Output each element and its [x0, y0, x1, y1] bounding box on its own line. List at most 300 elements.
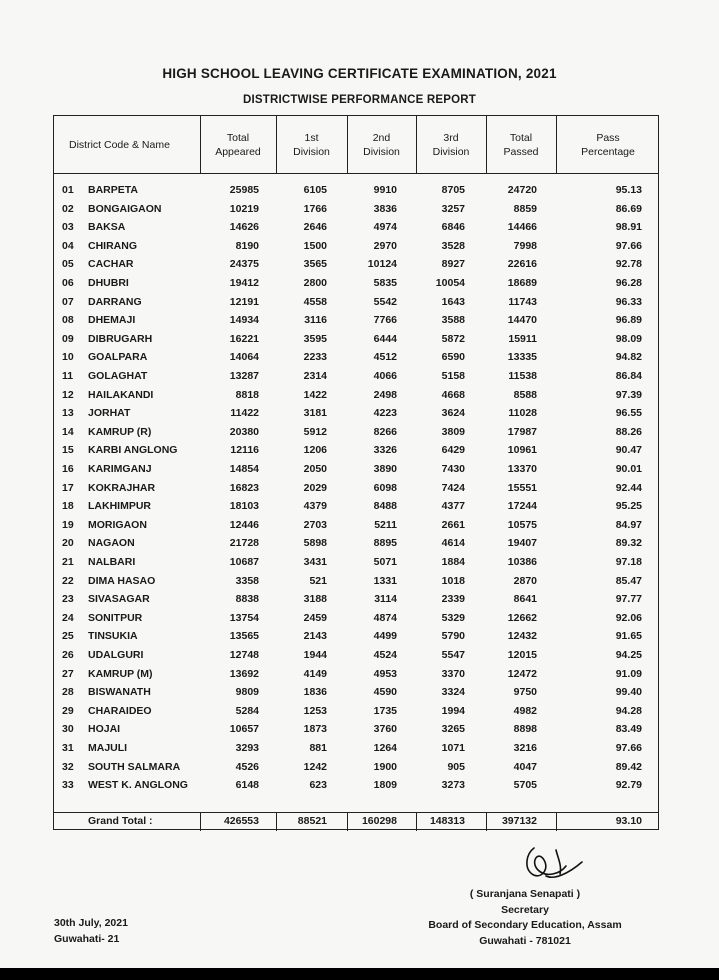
- total-passed: 19407: [507, 537, 537, 550]
- pass-percentage: 86.84: [615, 370, 642, 382]
- district-code: 01: [62, 184, 74, 196]
- total-appeared: 10657: [229, 723, 259, 736]
- first-division: 1836: [303, 686, 327, 699]
- first-division: 881: [309, 742, 327, 754]
- header-district: District Code & Name: [69, 138, 170, 151]
- pass-percentage: 99.40: [615, 686, 642, 699]
- total-appeared: 16221: [229, 332, 259, 345]
- table-row: [54, 497, 660, 515]
- third-division: 6590: [441, 351, 465, 364]
- second-division: 4524: [373, 649, 397, 661]
- table-row: [54, 274, 660, 292]
- total-passed: 7998: [513, 239, 537, 252]
- third-division: 1994: [441, 704, 465, 717]
- second-division: 6098: [373, 481, 397, 494]
- district-name: DHEMAJI: [88, 314, 136, 327]
- total-appeared: 12116: [230, 444, 259, 457]
- district-code: 25: [62, 630, 74, 643]
- district-code: 17: [62, 481, 74, 494]
- total-passed: 4982: [513, 704, 537, 717]
- first-division: 2459: [303, 611, 327, 624]
- total-passed: 15551: [507, 481, 537, 494]
- district-name: BARPETA: [88, 184, 138, 196]
- pass-percentage: 89.42: [615, 760, 642, 773]
- pass-percentage: 96.55: [615, 407, 642, 420]
- second-division: 8488: [373, 500, 397, 513]
- district-name: UDALGURI: [88, 649, 144, 661]
- table-row: [54, 404, 660, 422]
- total-appeared: 3358: [235, 574, 259, 587]
- total-appeared: 14626: [229, 221, 259, 234]
- pass-percentage: 97.18: [615, 556, 642, 568]
- total-passed: 14470: [507, 314, 537, 327]
- total-passed: 13370: [507, 463, 537, 475]
- total-appeared: 5284: [235, 704, 259, 717]
- third-division: 3265: [441, 723, 465, 736]
- table-row: [54, 646, 660, 664]
- pass-percentage: 85.47: [615, 574, 642, 587]
- district-code: 16: [62, 463, 74, 475]
- district-name: GOALPARA: [88, 351, 148, 364]
- table-row: [54, 367, 660, 385]
- pass-percentage: 92.44: [615, 481, 642, 494]
- third-division: 5158: [441, 370, 465, 382]
- district-code: 26: [62, 649, 74, 661]
- pass-percentage: 92.78: [615, 258, 642, 271]
- third-division: 5872: [441, 332, 465, 345]
- second-division: 1900: [373, 760, 397, 773]
- district-name: GOLAGHAT: [88, 370, 148, 382]
- district-code: 15: [62, 444, 74, 457]
- district-name: DARRANG: [88, 295, 142, 308]
- first-division: 1500: [303, 239, 327, 252]
- first-division: 3188: [303, 593, 327, 606]
- first-division: 3565: [303, 258, 327, 271]
- grand-total-first: 88521: [297, 815, 327, 827]
- total-passed: 17987: [507, 425, 537, 438]
- table-row: [54, 181, 660, 199]
- first-division: 2646: [303, 221, 327, 234]
- third-division: 5547: [441, 649, 465, 661]
- first-division: 2800: [303, 277, 327, 289]
- total-appeared: 13692: [229, 667, 259, 680]
- first-division: 1873: [303, 723, 327, 736]
- pass-percentage: 97.66: [615, 742, 642, 754]
- district-name: BISWANATH: [88, 686, 151, 699]
- table-row: [54, 739, 660, 757]
- second-division: 4874: [373, 611, 397, 624]
- pass-percentage: 95.13: [615, 184, 642, 196]
- second-division: 8895: [373, 537, 397, 550]
- district-code: 02: [62, 202, 74, 215]
- district-code: 20: [62, 537, 74, 550]
- first-division: 623: [309, 779, 327, 792]
- total-appeared: 11422: [230, 407, 259, 420]
- table-row: [54, 683, 660, 701]
- total-appeared: 14854: [229, 463, 259, 475]
- pass-percentage: 96.33: [615, 295, 642, 308]
- total-appeared: 18103: [229, 500, 259, 513]
- third-division: 6429: [441, 444, 465, 457]
- district-name: WEST K. ANGLONG: [88, 779, 188, 792]
- second-division: 1809: [373, 779, 397, 792]
- signatory-block: [410, 887, 640, 949]
- district-name: MAJULI: [88, 742, 128, 754]
- second-division: 4974: [373, 221, 397, 234]
- district-name: SOUTH SALMARA: [88, 760, 181, 773]
- first-division: 2143: [303, 630, 327, 643]
- total-passed: 8641: [513, 593, 537, 606]
- district-name: DIBRUGARH: [88, 332, 153, 345]
- district-code: 12: [62, 388, 74, 401]
- total-appeared: 10219: [229, 202, 259, 215]
- district-name: HAILAKANDI: [88, 388, 154, 401]
- signatory-address: Guwahati - 781021: [479, 934, 571, 947]
- district-code: 22: [62, 574, 74, 587]
- signatory-organization: Board of Secondary Education, Assam: [428, 919, 622, 931]
- third-division: 8927: [441, 258, 465, 271]
- table-row: [54, 255, 660, 273]
- first-division: 2029: [303, 481, 327, 494]
- first-division: 3116: [304, 314, 327, 327]
- third-division: 7424: [441, 481, 465, 494]
- total-passed: 10961: [507, 444, 537, 457]
- first-division: 1422: [303, 388, 327, 401]
- district-code: 13: [62, 407, 74, 420]
- third-division: 1884: [441, 556, 465, 568]
- total-appeared: 12748: [229, 649, 259, 661]
- second-division: 9910: [373, 184, 397, 196]
- district-code: 03: [62, 221, 74, 234]
- total-appeared: 14064: [229, 351, 259, 364]
- total-appeared: 4526: [235, 760, 259, 773]
- first-division: 2314: [303, 370, 327, 382]
- total-passed: 18689: [507, 277, 537, 289]
- bottom-edge: [0, 968, 719, 980]
- district-name: TINSUKIA: [88, 630, 138, 643]
- third-division: 4614: [441, 537, 465, 550]
- total-passed: 11538: [508, 370, 537, 382]
- header-third-division: 3rd Division: [432, 131, 470, 158]
- total-appeared: 12446: [229, 518, 259, 531]
- district-name: MORIGAON: [88, 518, 147, 531]
- total-passed: 12662: [507, 611, 537, 624]
- report-subtitle: DISTRICTWISE PERFORMANCE REPORT: [242, 94, 476, 106]
- second-division: 5835: [373, 277, 397, 289]
- pass-percentage: 94.25: [615, 649, 642, 661]
- district-name: DHUBRI: [88, 277, 129, 289]
- total-appeared: 13287: [229, 370, 259, 382]
- third-division: 5329: [441, 611, 465, 624]
- table-row: [54, 665, 660, 683]
- total-appeared: 24375: [229, 258, 259, 271]
- header-total-appeared: Total Appeared: [215, 131, 261, 158]
- pass-percentage: 98.09: [615, 332, 642, 345]
- district-code: 09: [62, 332, 74, 345]
- total-appeared: 9809: [235, 686, 259, 699]
- table-row: [54, 572, 660, 590]
- total-appeared: 10687: [229, 556, 259, 568]
- second-division: 4590: [373, 686, 397, 699]
- third-division: 905: [447, 760, 465, 773]
- total-passed: 12472: [507, 667, 537, 680]
- pass-percentage: 97.66: [615, 239, 642, 252]
- third-division: 3273: [441, 779, 465, 792]
- total-appeared: 13754: [229, 611, 259, 624]
- third-division: 3624: [441, 407, 465, 420]
- table-row: [54, 218, 660, 236]
- district-name: BONGAIGAON: [88, 202, 162, 215]
- total-appeared: 8190: [235, 239, 259, 252]
- district-code: 32: [62, 760, 74, 773]
- first-division: 4379: [303, 500, 327, 513]
- table-row: [54, 590, 660, 608]
- district-name: KARBI ANGLONG: [88, 444, 178, 457]
- second-division: 3114: [374, 593, 397, 606]
- total-appeared: 8838: [235, 593, 259, 606]
- district-code: 30: [62, 723, 74, 736]
- district-code: 05: [62, 258, 74, 271]
- pass-percentage: 92.79: [615, 779, 642, 792]
- grand-total-appeared: 426553: [223, 815, 259, 827]
- total-passed: 3216: [513, 742, 537, 754]
- first-division: 1944: [303, 649, 327, 661]
- second-division: 4499: [373, 630, 397, 643]
- first-division: 1242: [303, 760, 327, 773]
- third-division: 3370: [441, 667, 465, 680]
- total-passed: 9750: [513, 686, 537, 699]
- pass-percentage: 97.77: [615, 593, 642, 606]
- district-name: SONITPUR: [88, 611, 143, 624]
- second-division: 1735: [373, 704, 397, 717]
- table-row: [54, 348, 660, 366]
- third-division: 10054: [435, 277, 465, 289]
- third-division: 2661: [441, 518, 465, 531]
- grand-total-second: 160298: [361, 815, 397, 827]
- district-name: CACHAR: [88, 258, 134, 271]
- district-code: 08: [62, 314, 74, 327]
- district-name: HOJAI: [88, 723, 121, 736]
- pass-percentage: 95.25: [615, 500, 642, 513]
- first-division: 2703: [303, 518, 327, 531]
- district-name: KAMRUP (R): [88, 425, 152, 438]
- header-first-division: 1st Division: [293, 131, 330, 158]
- district-code: 07: [62, 295, 74, 308]
- third-division: 2339: [441, 593, 465, 606]
- pass-percentage: 94.28: [615, 704, 642, 717]
- district-name: CHARAIDEO: [88, 704, 152, 717]
- table-row: [54, 609, 660, 627]
- first-division: 3595: [303, 332, 327, 345]
- signatory-name: ( Suranjana Senapati ): [469, 888, 581, 900]
- pass-percentage: 92.06: [615, 611, 642, 624]
- header-total-passed: Total Passed: [503, 131, 539, 158]
- total-appeared: 3293: [235, 742, 259, 754]
- district-code: 28: [62, 686, 74, 699]
- table-row: [54, 702, 660, 720]
- signature-mark: [516, 840, 588, 886]
- district-name: DIMA HASAO: [88, 574, 156, 587]
- third-division: 7430: [441, 463, 465, 475]
- total-passed: 11743: [508, 295, 537, 308]
- third-division: 4668: [441, 388, 465, 401]
- third-division: 5790: [441, 630, 465, 643]
- total-appeared: 14934: [229, 314, 259, 327]
- district-name: BAKSA: [88, 221, 126, 234]
- pass-percentage: 90.47: [615, 444, 642, 457]
- pass-percentage: 91.09: [615, 667, 642, 680]
- pass-percentage: 88.26: [615, 425, 642, 438]
- total-passed: 11028: [508, 407, 537, 420]
- total-passed: 8859: [513, 202, 537, 215]
- total-passed: 5705: [513, 779, 537, 792]
- second-division: 2970: [373, 239, 397, 252]
- total-passed: 13335: [507, 351, 537, 364]
- district-name: NAGAON: [88, 537, 135, 550]
- pass-percentage: 91.65: [615, 630, 642, 643]
- total-appeared: 13565: [229, 630, 259, 643]
- total-passed: 15911: [508, 332, 537, 345]
- second-division: 7766: [373, 314, 397, 327]
- district-code: 19: [62, 518, 74, 531]
- second-division: 5071: [373, 556, 397, 568]
- total-passed: 22616: [507, 258, 537, 271]
- issue-place: Guwahati- 21: [54, 932, 120, 945]
- total-passed: 8588: [513, 388, 537, 401]
- pass-percentage: 84.97: [615, 518, 642, 531]
- table-row: [54, 758, 660, 776]
- second-division: 4512: [373, 351, 397, 364]
- grand-total-third: 148313: [429, 815, 465, 827]
- second-division: 3890: [373, 463, 397, 475]
- total-appeared: 19412: [229, 277, 259, 289]
- district-code: 21: [62, 556, 74, 568]
- table-row: [54, 479, 660, 497]
- district-name: JORHAT: [88, 407, 131, 420]
- total-passed: 14466: [507, 221, 537, 234]
- district-code: 31: [62, 742, 74, 754]
- third-division: 4377: [441, 500, 465, 513]
- header-second-division: 2nd Division: [363, 131, 400, 158]
- pass-percentage: 90.01: [615, 463, 642, 475]
- second-division: 4953: [373, 667, 397, 680]
- table-row: [54, 311, 660, 329]
- signatory-designation: Secretary: [501, 903, 549, 916]
- pass-percentage: 98.91: [615, 221, 642, 234]
- district-name: CHIRANG: [88, 239, 137, 252]
- district-name: KARIMGANJ: [88, 463, 152, 475]
- second-division: 8266: [373, 425, 397, 438]
- third-division: 1018: [441, 574, 465, 587]
- table-row: [54, 293, 660, 311]
- district-code: 14: [62, 425, 74, 438]
- table-row: [54, 460, 660, 478]
- total-passed: 24720: [507, 184, 537, 196]
- table-row: [54, 776, 660, 794]
- first-division: 521: [309, 574, 327, 587]
- second-division: 5211: [374, 518, 397, 531]
- total-passed: 10575: [507, 518, 537, 531]
- third-division: 1643: [441, 295, 465, 308]
- table-row: [54, 237, 660, 255]
- third-division: 3809: [441, 425, 465, 438]
- table-row: [54, 423, 660, 441]
- total-appeared: 16823: [229, 481, 259, 494]
- total-passed: 12432: [507, 630, 537, 643]
- total-passed: 12015: [507, 649, 537, 661]
- first-division: 4558: [303, 295, 327, 308]
- third-division: 1071: [441, 742, 465, 754]
- table-row: [54, 553, 660, 571]
- first-division: 1206: [303, 444, 327, 457]
- total-passed: 17244: [507, 500, 537, 513]
- total-passed: 8898: [513, 723, 537, 736]
- district-code: 04: [62, 239, 74, 252]
- third-division: 6846: [441, 221, 465, 234]
- grand-total-pct: 93.10: [615, 815, 642, 827]
- second-division: 6444: [373, 332, 397, 345]
- table-row: [54, 386, 660, 404]
- header-pass-percentage: Pass Percentage: [581, 131, 635, 158]
- pass-percentage: 94.82: [615, 351, 642, 364]
- district-code: 11: [62, 370, 74, 382]
- pass-percentage: 86.69: [615, 202, 642, 215]
- total-passed: 10386: [507, 556, 537, 568]
- second-division: 10124: [367, 258, 397, 271]
- district-name: LAKHIMPUR: [88, 500, 151, 513]
- third-division: 3588: [441, 314, 465, 327]
- first-division: 3181: [303, 407, 327, 420]
- third-division: 3324: [441, 686, 465, 699]
- district-code: 18: [62, 500, 74, 513]
- pass-percentage: 83.49: [615, 723, 642, 736]
- total-appeared: 12191: [229, 295, 259, 308]
- date-place-block: [54, 916, 128, 947]
- grand-total-passed: 397132: [501, 815, 537, 827]
- pass-percentage: 97.39: [615, 388, 642, 401]
- second-division: 5542: [373, 295, 397, 308]
- first-division: 1253: [303, 704, 327, 717]
- pass-percentage: 89.32: [615, 537, 642, 550]
- first-division: 4149: [303, 667, 327, 680]
- performance-table: [53, 115, 659, 830]
- district-name: KAMRUP (M): [88, 667, 153, 680]
- first-division: 3431: [303, 556, 327, 568]
- second-division: 4066: [373, 370, 397, 382]
- total-appeared: 6148: [235, 779, 259, 792]
- grand-total-row: [54, 812, 660, 831]
- third-division: 3257: [441, 202, 465, 215]
- second-division: 3760: [373, 723, 397, 736]
- total-passed: 4047: [513, 760, 537, 773]
- pass-percentage: 96.28: [615, 277, 642, 289]
- grand-total-label: Grand Total :: [88, 815, 153, 827]
- district-code: 33: [62, 779, 74, 792]
- district-code: 06: [62, 277, 74, 289]
- district-name: NALBARI: [88, 556, 136, 568]
- district-name: KOKRAJHAR: [88, 481, 156, 494]
- district-name: SIVASAGAR: [88, 593, 150, 606]
- report-title: HIGH SCHOOL LEAVING CERTIFICATE EXAMINATION, 2021: [162, 66, 557, 81]
- district-code: 29: [62, 704, 74, 717]
- table-row: [54, 627, 660, 645]
- first-division: 2050: [303, 463, 327, 475]
- issue-date: 30th July, 2021: [54, 917, 128, 929]
- pass-percentage: 96.89: [615, 314, 642, 327]
- table-row: [54, 516, 660, 534]
- table-row: [54, 720, 660, 738]
- first-division: 1766: [303, 202, 327, 215]
